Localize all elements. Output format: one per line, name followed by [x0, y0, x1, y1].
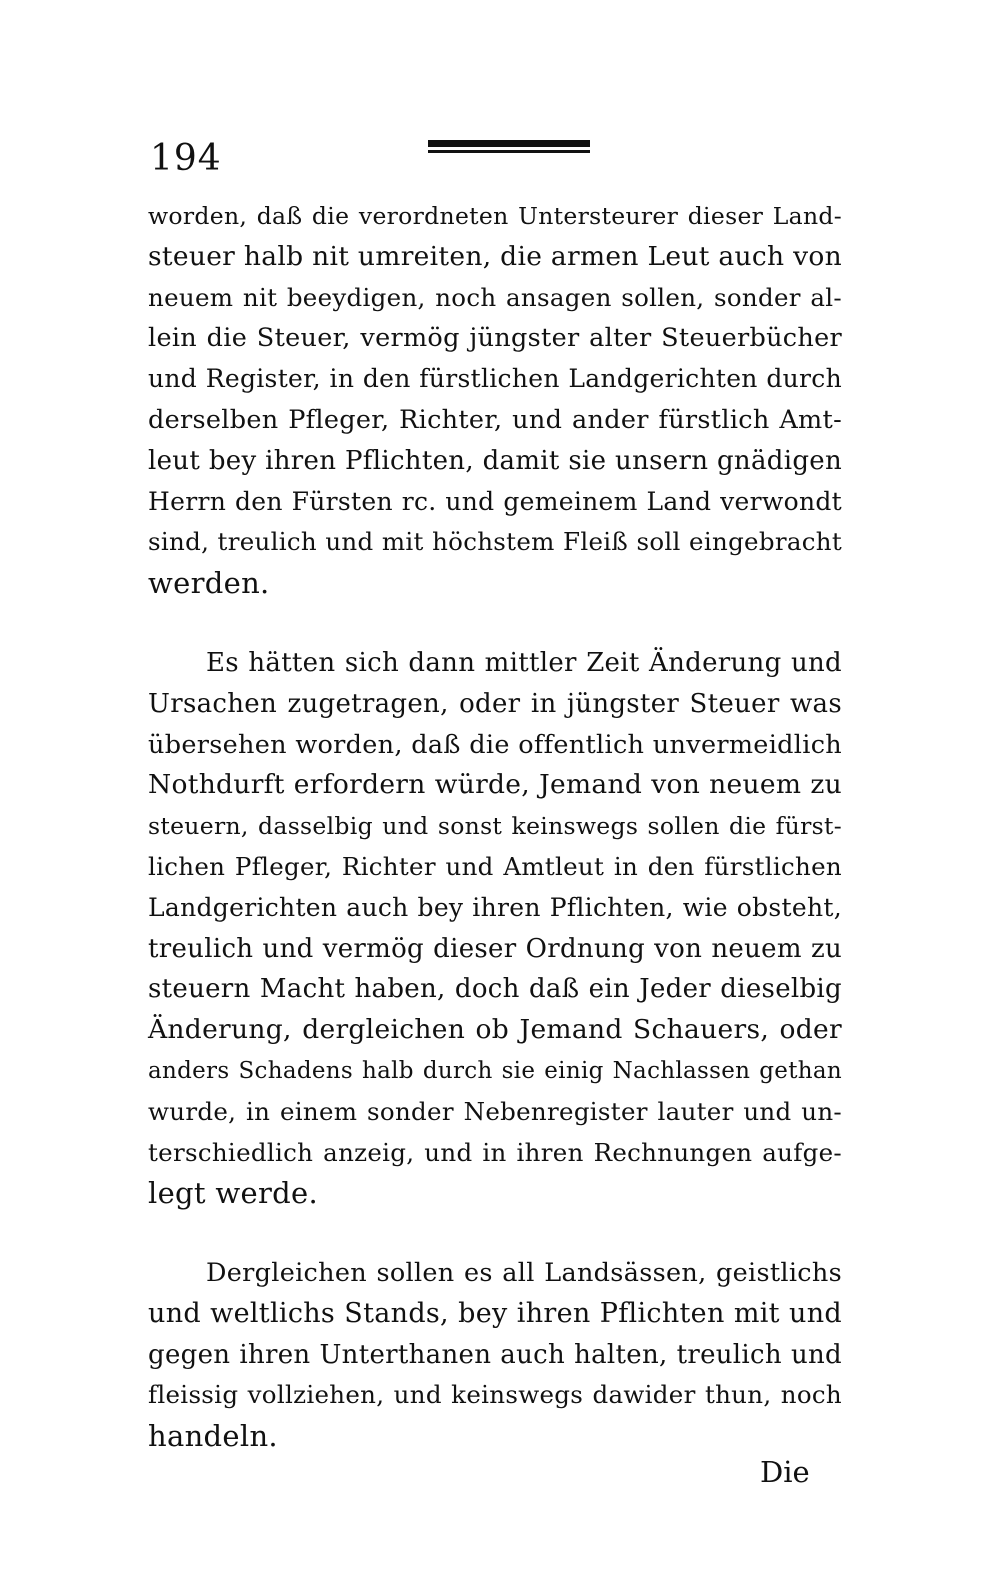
text-line: treulich und vermög dieser Ordnung von neuem zu	[148, 933, 842, 964]
text-line: gegen ihren Unterthanen auch halten, treulich und	[148, 1339, 842, 1370]
text-line: Nothdurft erfordern würde, Jemand von neuem zu	[148, 769, 842, 801]
text-line: und weltlichs Stands, bey ihren Pflichten mit und	[148, 1297, 842, 1329]
text-line: Ursachen zugetragen, oder in jüngster Steuer was	[148, 688, 842, 719]
text-line: lichen Pfleger, Richter und Amtleut in den fürstlichen	[148, 851, 842, 881]
text-line: und Register, in den fürstlichen Landgerichten durch	[148, 364, 842, 394]
text-line: Dergleichen sollen es all Landsässen, geistlichs	[206, 1258, 842, 1288]
text-line: Landgerichten auch bey ihren Pflichten, wie obsteht,	[148, 892, 842, 922]
text-line: Es hätten sich dann mittler Zeit Änderung und	[206, 648, 842, 678]
catchword: Die	[760, 1455, 810, 1489]
text-line: legt werde.	[148, 1176, 318, 1211]
text-line: Herrn den Fürsten rc. und gemeinem Land verwondt	[148, 486, 842, 516]
text-line: leut bey ihren Pflichten, damit sie unsern gnädigen	[148, 445, 842, 476]
text-line: anders Schadens halb durch sie einig Nachlassen gethan	[148, 1057, 842, 1084]
paragraph-3	[148, 1253, 842, 1457]
text-line: steuern, dasselbig und sonst keinswegs sollen die fürst-	[148, 812, 842, 841]
text-line: steuer halb nit umreiten, die armen Leut auch von	[148, 240, 843, 272]
text-line: werden.	[148, 566, 270, 601]
page-number: 194	[150, 138, 222, 179]
paragraph-2	[148, 643, 842, 1214]
text-line: terschiedlich anzeig, und in ihren Rechnungen aufge-	[148, 1137, 842, 1167]
header-rule	[428, 140, 590, 153]
text-line: Änderung, dergleichen ob Jemand Schauers, oder	[148, 1014, 842, 1046]
text-line: worden, daß die verordneten Untersteurer dieser Land-	[148, 202, 842, 230]
text-line: handeln.	[148, 1419, 278, 1454]
text-line: wurde, in einem sonder Nebenregister lauter und un-	[148, 1096, 842, 1126]
header-rule-thin	[428, 150, 590, 153]
text-line: lein die Steuer, vermög jüngster alter Steuerbücher	[148, 323, 842, 354]
text-line: derselben Pfleger, Richter, und ander fürstlich Amt-	[148, 404, 842, 435]
header-rule-thick	[428, 140, 590, 147]
text-line: steuern Macht haben, doch daß ein Jeder dieselbig	[148, 974, 842, 1005]
text-line: sind, treulich und mit höchstem Fleiß soll eingebracht	[148, 527, 842, 557]
text-line: neuem nit beeydigen, noch ansagen sollen, sonder al-	[148, 282, 842, 312]
text-line: übersehen worden, daß die offentlich unvermeidlich	[148, 729, 842, 760]
text-line: fleissig vollziehen, und keinswegs dawider thun, noch	[148, 1380, 842, 1410]
paragraph-1	[148, 196, 842, 604]
